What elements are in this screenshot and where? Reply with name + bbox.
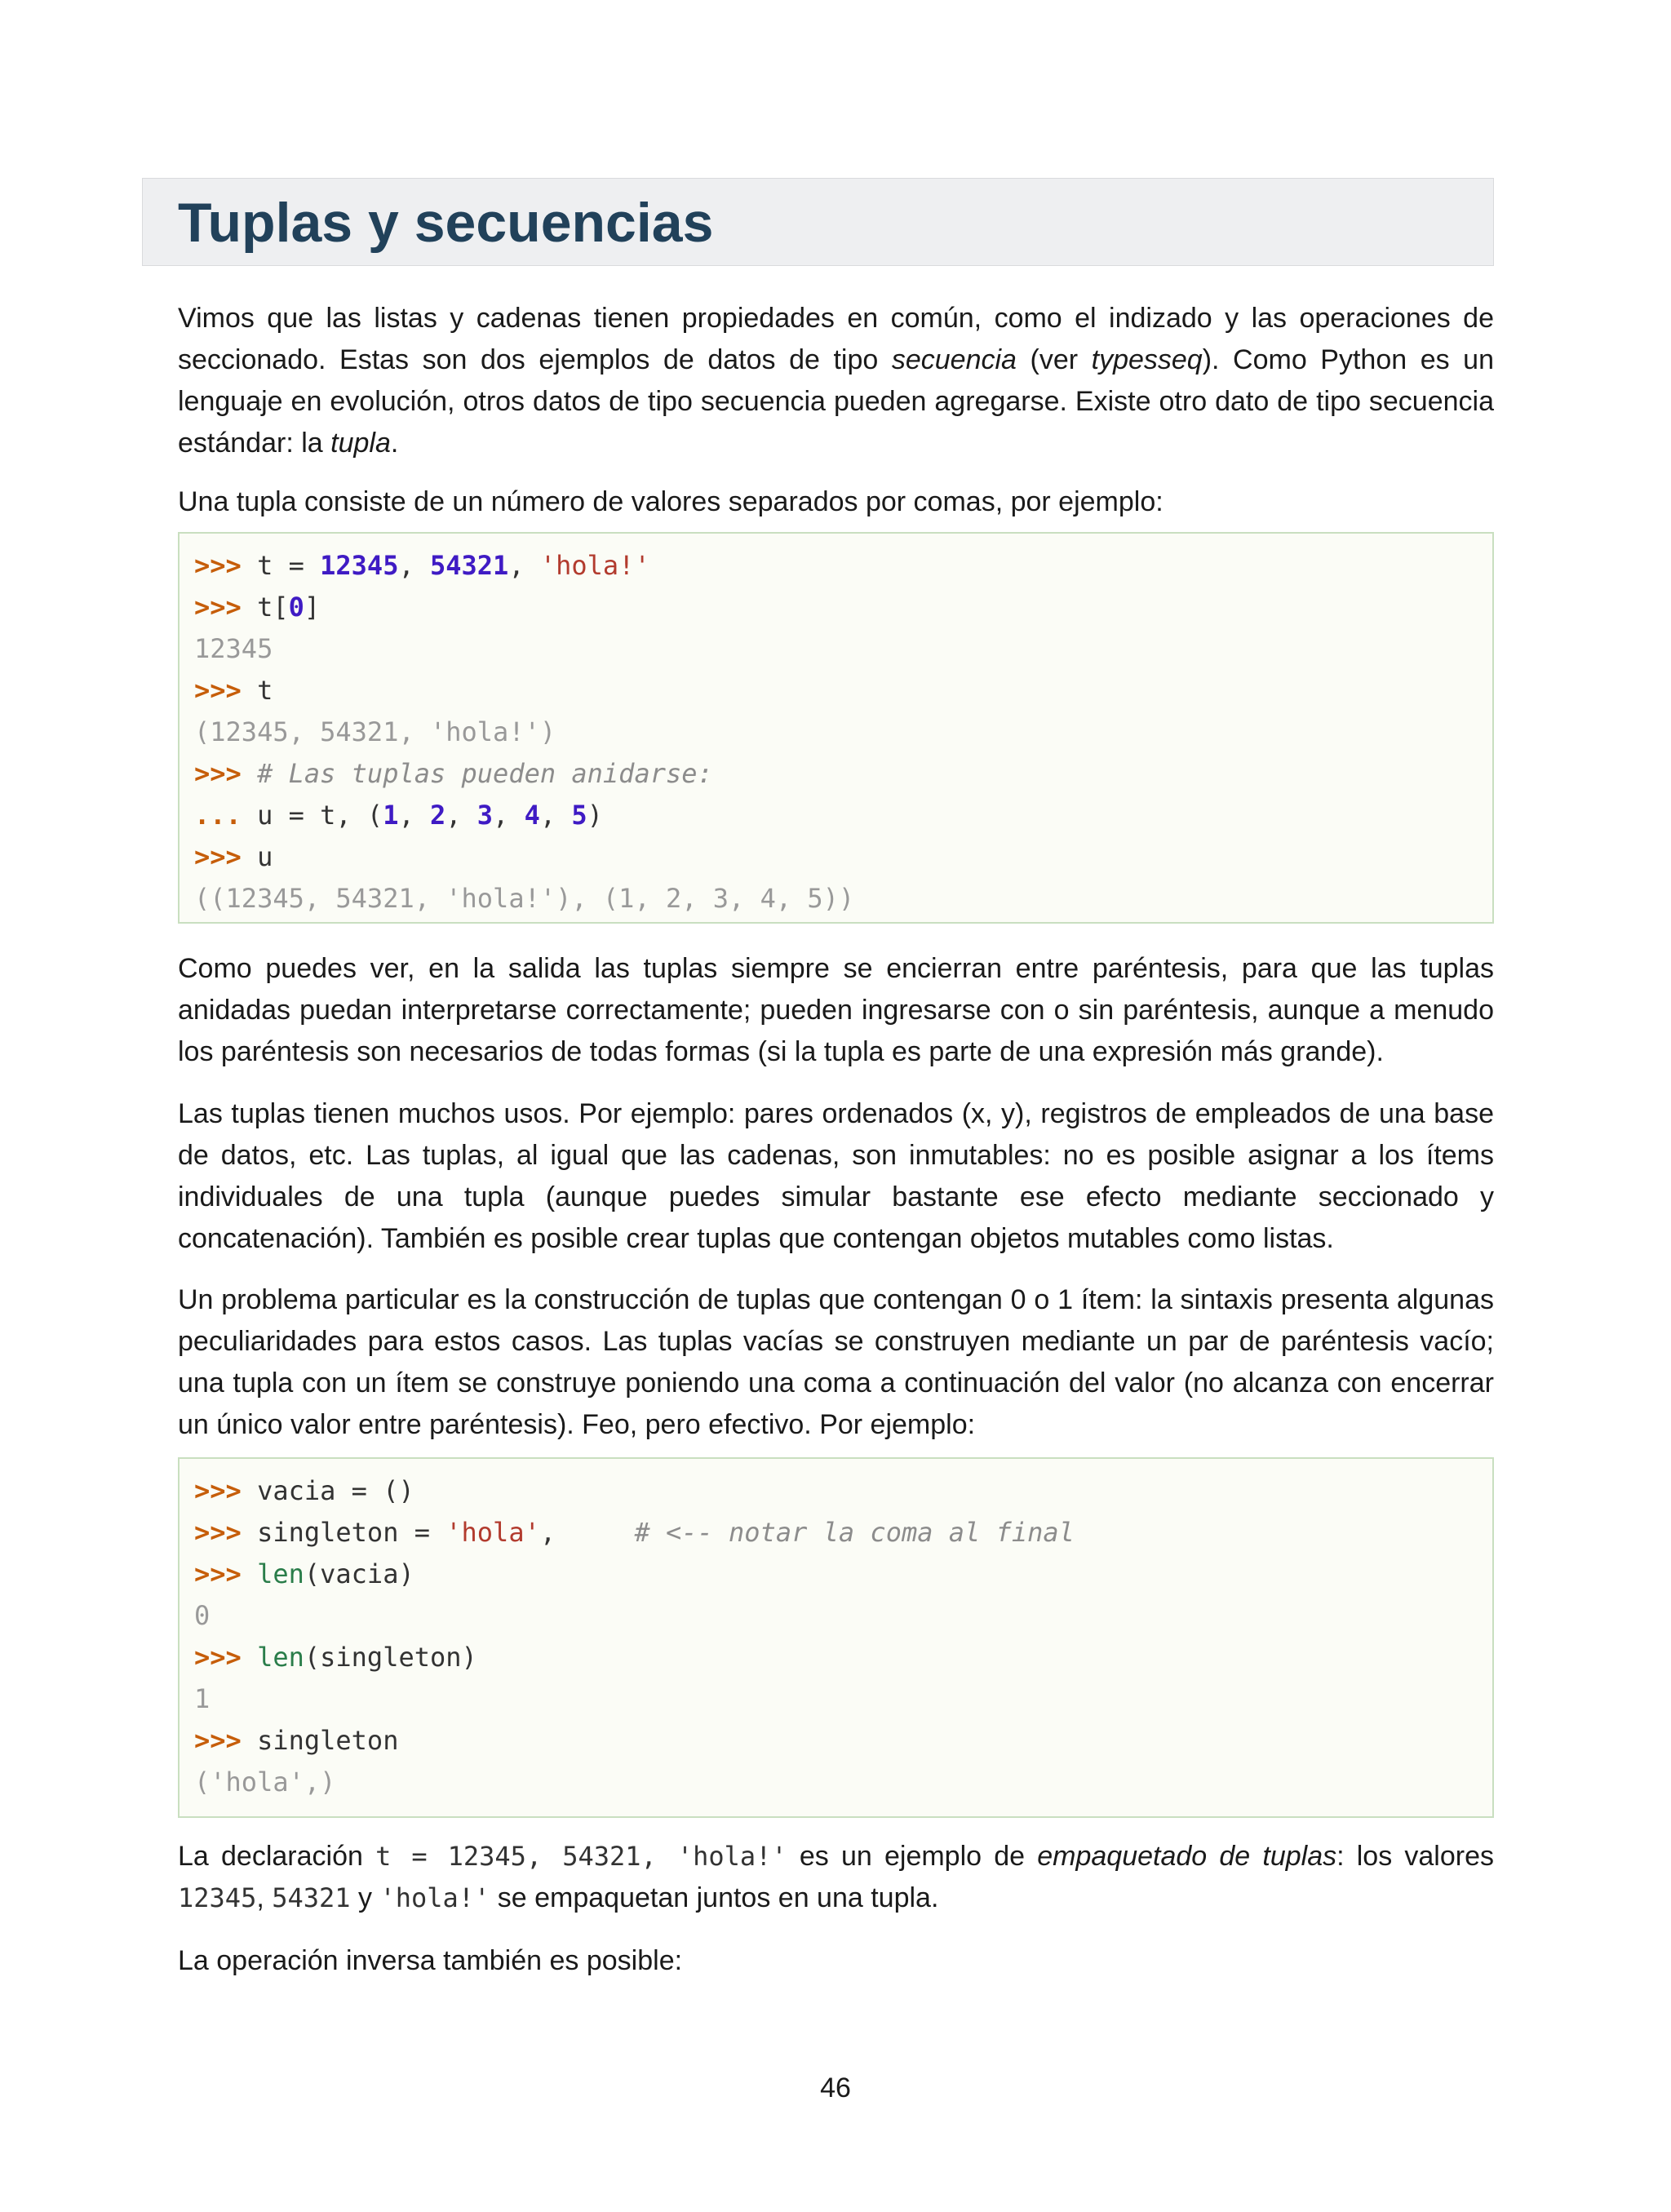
code-line: >>> t xyxy=(194,675,273,706)
code-line: >>> singleton = 'hola', # <-- notar la coma al final xyxy=(194,1517,1075,1548)
page-number: 46 xyxy=(820,2072,851,2103)
code-line: ... u = t, (1, 2, 3, 4, 5) xyxy=(194,800,603,831)
inline-code: 54321 xyxy=(272,1882,351,1913)
paragraph-tuple-definition: Una tupla consiste de un número de valores separados por comas, por ejemplo: xyxy=(178,486,1163,517)
p1-ref-typesseq[interactable]: typesseq xyxy=(1091,344,1203,375)
p1-text-e: ). Como Python es un lenguaje en evolución, otros datos de tipo secuencia pueden agregarse. Existe otro dato de tipo secuencia estándar: la xyxy=(178,344,1494,459)
code-output: (12345, 54321, 'hola!') xyxy=(194,716,556,747)
code-line: >>> len(singleton) xyxy=(194,1642,477,1673)
term-packing: empaquetado de tuplas xyxy=(1037,1841,1337,1872)
code-line: >>> singleton xyxy=(194,1725,399,1756)
section-title: Tuplas y secuencias xyxy=(178,192,714,254)
paragraph-empty-singleton: Un problema particular es la construcción de tuplas que contengan 0 o 1 ítem: la sintaxis presenta algunas peculiaridades para estos casos. Las tuplas vacías se construyen mediante un par de paréntesis vacío; una tupla con un ítem se construye poniendo una coma a continuación del valor (no alcanza con encerrar un único valor entre paréntesis). Feo, pero efectivo. Por ejemplo: xyxy=(178,1284,1494,1440)
p1-text-a: Vimos que las listas y cadenas tienen propiedades en común, como el indizado y las operaciones de seccionado. Estas son dos ejemplos de datos de tipo xyxy=(178,303,1494,375)
code-block-tuples xyxy=(178,532,1494,924)
inline-code: 12345 xyxy=(178,1882,257,1913)
p1-term-secuencia: secuencia xyxy=(891,344,1017,375)
code-line: >>> len(vacia) xyxy=(194,1558,414,1589)
paragraph-tuple-uses: Las tuplas tienen muchos usos. Por ejemplo: pares ordenados (x, y), registros de empleados de una base de datos, etc. Las tuplas, al igual que las cadenas, son inmutables: no es posible asignar a los ítems individuales de una tupla (aunque puedes simular bastante ese efecto mediante seccionado y concatenación). También es posible crear tuplas que contengan objetos mutables como listas. xyxy=(178,1098,1494,1254)
p1-text-g: . xyxy=(390,428,399,459)
code-line: >>> t[0] xyxy=(194,592,321,623)
code-output: ('hola',) xyxy=(194,1766,336,1798)
code-output: 1 xyxy=(194,1683,211,1714)
p1-term-tupla: tupla xyxy=(330,428,391,459)
code-line: >>> vacia = () xyxy=(194,1475,414,1506)
code-line: >>> # Las tuplas pueden anidarse: xyxy=(194,758,713,789)
p1-text-c: (ver xyxy=(1016,344,1092,375)
code-output: ((12345, 54321, 'hola!'), (1, 2, 3, 4, 5)) xyxy=(194,883,855,914)
inline-code: t = 12345, 54321, 'hola!' xyxy=(375,1841,787,1872)
inline-code: 'hola!' xyxy=(379,1882,490,1913)
paragraph-intro xyxy=(178,298,1494,464)
code-output: 0 xyxy=(194,1600,211,1631)
section-title-box xyxy=(142,178,1494,266)
paragraph-output-parentheses: Como puedes ver, en la salida las tuplas siempre se encierran entre paréntesis, para que las tuplas anidadas puedan interpretarse correctamente; pueden ingresarse con o sin paréntesis, aunque a menudo los paréntesis son necesarios de todas formas (si la tupla es parte de una expresión más grande). xyxy=(178,953,1494,1067)
paragraph-tuple-packing: La declaración t = 12345, 54321, 'hola!' es un ejemplo de empaquetado de tuplas: los valores 12345, 54321 y 'hola!' se empaquetan juntos en una tupla. xyxy=(178,1841,1494,1913)
code-line: >>> u xyxy=(194,841,273,872)
code-output: 12345 xyxy=(194,633,273,664)
paragraph-inverse: La operación inversa también es posible: xyxy=(178,1945,683,1976)
code-line: >>> t = 12345, 54321, 'hola!' xyxy=(194,550,650,581)
code-block-singleton xyxy=(178,1457,1494,1818)
